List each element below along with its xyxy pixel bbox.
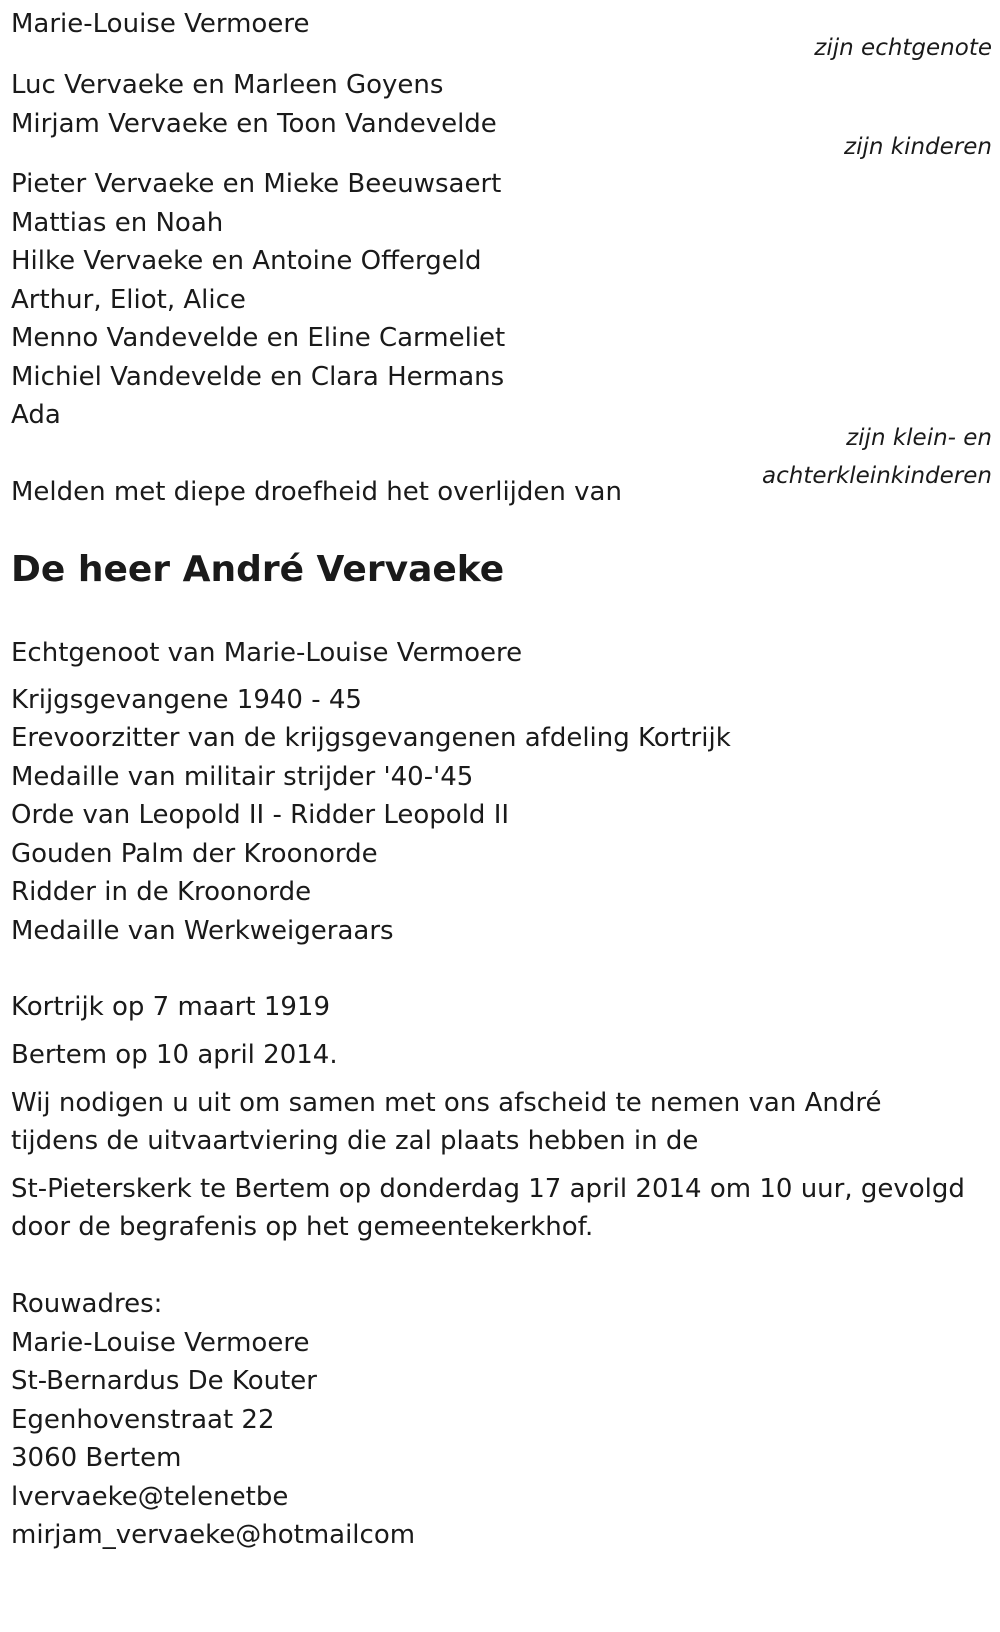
invitation-line: door de begrafenis op het gemeentekerkhof. [11,1212,594,1242]
grandchild-name: Hilke Vervaeke en Antoine Offergeld [11,246,482,276]
honor-item: Gouden Palm der Kroonorde [11,839,378,869]
spouse-name: Marie-Louise Vermoere [11,9,310,39]
invitation-line: St-Pieterskerk te Bertem op donderdag 17 april 2014 om 10 uur, gevolgd [11,1174,965,1204]
deceased-name-heading: De heer André Vervaeke [11,549,505,590]
email-address: lvervaeke@telenetbe [11,1482,289,1512]
spouse-role: zijn echtgenote [814,35,992,61]
address-label: Rouwadres: [11,1289,163,1319]
grandchildren-role-line1: zijn klein- en [846,425,992,451]
child-name: Mirjam Vervaeke en Toon Vandevelde [11,109,497,139]
death-line: Bertem op 10 april 2014. [11,1040,338,1070]
grandchild-name: Pieter Vervaeke en Mieke Beeuwsaert [11,169,502,199]
birth-line: Kortrijk op 7 maart 1919 [11,992,330,1022]
address-line: Marie-Louise Vermoere [11,1328,310,1358]
grandchild-name: Menno Vandevelde en Eline Carmeliet [11,323,506,353]
address-line: 3060 Bertem [11,1443,182,1473]
honor-item: Ridder in de Kroonorde [11,877,312,907]
email-address: mirjam_vervaeke@hotmailcom [11,1520,416,1550]
honor-item: Medaille van Werkweigeraars [11,916,394,946]
child-name: Luc Vervaeke en Marleen Goyens [11,70,444,100]
spouse-line: Echtgenoot van Marie-Louise Vermoere [11,638,523,668]
honor-item: Erevoorzitter van de krijgsgevangenen afdeling Kortrijk [11,723,731,753]
honor-item: Orde van Leopold II - Ridder Leopold II [11,800,510,830]
grandchild-name: Mattias en Noah [11,208,224,238]
announcement-text: Melden met diepe droefheid het overlijden van [11,477,622,507]
invitation-line: Wij nodigen u uit om samen met ons afscheid te nemen van André [11,1088,882,1118]
honor-item: Medaille van militair strijder '40-'45 [11,762,474,792]
grandchild-name: Michiel Vandevelde en Clara Hermans [11,362,505,392]
honor-item: Krijgsgevangene 1940 - 45 [11,685,362,715]
children-role: zijn kinderen [844,134,992,160]
grandchild-name: Arthur, Eliot, Alice [11,285,246,315]
invitation-line: tijdens de uitvaartviering die zal plaats hebben in de [11,1126,699,1156]
address-line: St-Bernardus De Kouter [11,1366,317,1396]
grandchildren-role-line2: achterkleinkinderen [762,463,992,489]
grandchild-name: Ada [11,400,61,430]
address-line: Egenhovenstraat 22 [11,1405,275,1435]
